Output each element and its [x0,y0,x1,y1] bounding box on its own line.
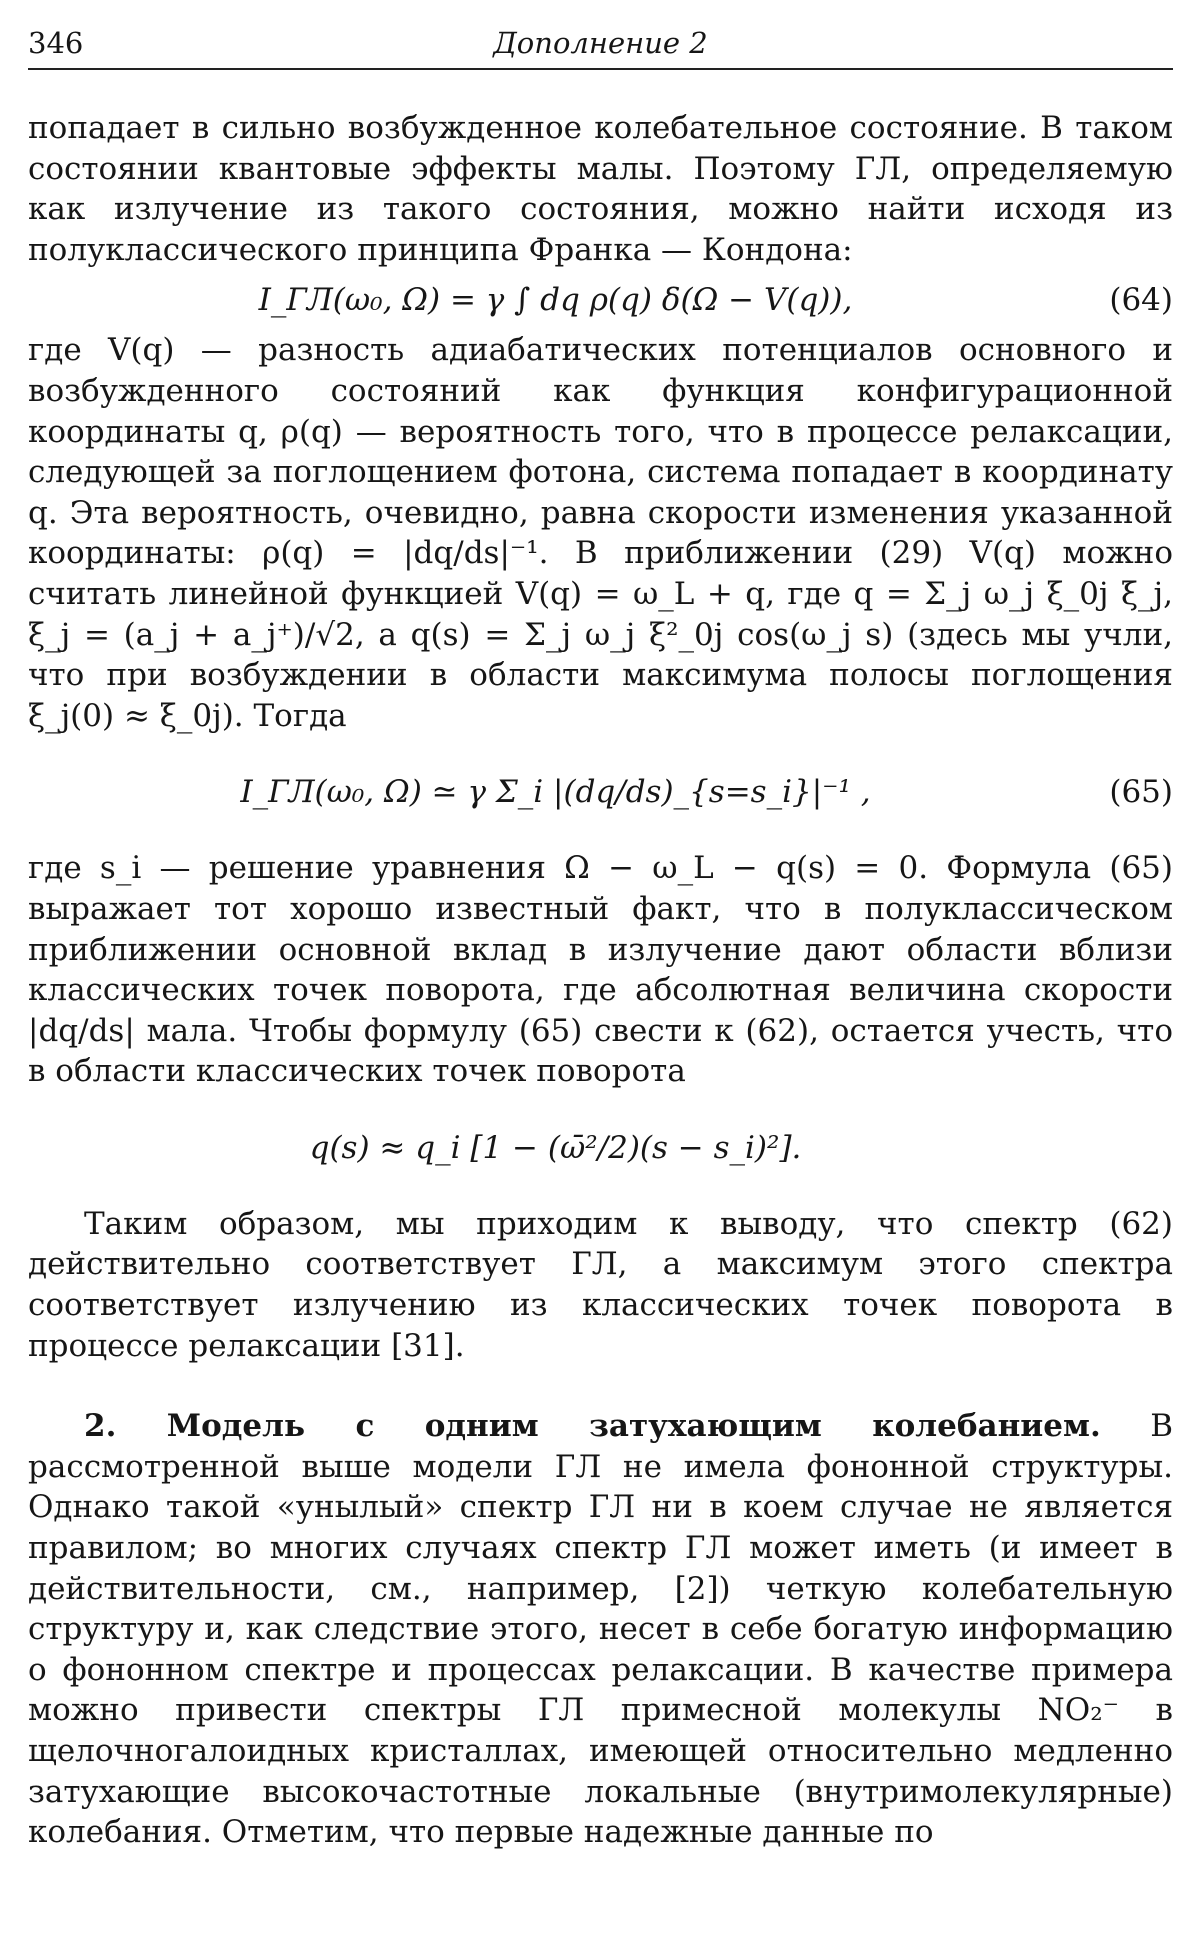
equation-number: (65) [1109,774,1173,811]
page-number: 346 [28,26,84,60]
section-paragraph [28,1406,1173,1853]
equation-body: q(s) ≈ q_i [1 − (ω̄²/2)(s − s_i)²]. [309,1129,802,1166]
paragraph-definitions: где V(q) — разность адиабатических потенциалов основного и возбужденного состояний как функция конфигурационной координаты q, ρ(q) — вероятность того, что в процессе релаксации, следующей за поглощением фотона, система попадает в координату q. Эта вероятность, очевидно, равна скорости изменения указанной координаты: ρ(q) = |dq/ds|⁻¹. В приближении (29) V(q) можно считать линейной функцией V(q) = ω_L + q, где q = Σ_j ω_j ξ_0j ξ_j, ξ_j = (a_j + a_j⁺)/√2, а q(s) = Σ_j ω_j ξ²_0j cos(ω_j s) (здесь мы учли, что при возбуждении в области максимума полосы поглощения ξ_j(0) ≈ ξ_0j). Тогда [28,332,1173,734]
equation-64 [28,270,1173,330]
equation-turning-point [28,1092,1173,1204]
equation-body: I_ГЛ(ω₀, Ω) ≃ γ Σ_i |(dq/ds)_{s=s_i}|⁻¹ , [240,774,871,811]
section-title: 2. Модель с одним затухающим колебанием. [84,1408,1101,1445]
equation-65 [28,736,1173,848]
paragraph-conclusion: Таким образом, мы приходим к выводу, что спектр (62) действительно соответствует ГЛ, а максимум этого спектра соответствует излучению из классических точек поворота в процессе релаксации [31]. [28,1205,1173,1364]
page-header [28,22,1173,70]
section-text: В рассмотренной выше модели ГЛ не имела фононной структуры. Однако такой «унылый» спектр ГЛ ни в коем случае не является правилом; во многих случаях спектр ГЛ может иметь (и имеет в действительности, см., например, [2]) четкую колебательную структуру и, как следствие этого, несет в себе богатую информацию о фононном спектре и процессах релаксации. В качестве примера можно привести спектры ГЛ примесной молекулы NO₂⁻ в щелочногалоидных кристаллах, имеющей относительно медленно затухающие высокочастотные локальные (внутримолекулярные) колебания. Отметим, что первые надежные данные по [28,1408,1173,1851]
equation-number: (64) [1109,282,1173,319]
paragraph-turning-points: где s_i — решение уравнения Ω − ω_L − q(s) = 0. Формула (65) выражает тот хорошо известный факт, что в полуклассическом приближении основной вклад в излучение дают области вблизи классических точек поворота, где абсолютная величина скорости |dq/ds| мала. Чтобы формулу (65) свести к (62), остается учесть, что в области классических точек поворота [28,850,1173,1090]
running-title: Дополнение 2 [493,26,708,60]
paragraph-intro: попадает в сильно возбужденное колебательное состояние. В таком состоянии квантовые эффекты малы. Поэтому ГЛ, определяемую как излучение из такого состояния, можно найти исходя из полуклассического принципа Франка — Кондона: [28,110,1173,268]
equation-body: I_ГЛ(ω₀, Ω) = γ ∫ dq ρ(q) δ(Ω − V(q)), [258,282,853,319]
book-page [28,22,1173,1853]
section-spacer [28,1366,1173,1406]
